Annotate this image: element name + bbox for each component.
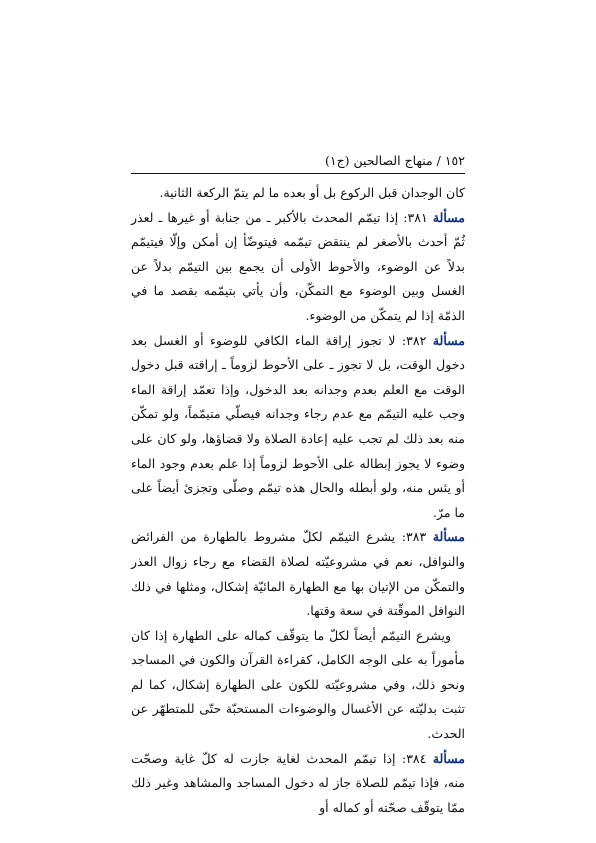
masala-heading: مسألة — [432, 750, 465, 766]
paragraph-text: ويشرع التيمّم أيضاً لكلّ ما يتوقّف كماله على الطهارة إذا كان مأموراً به على الوجه الكامل، كقراءة القرآن والكون في المساجد ونحو ذلك، وفي مشروعيّته للكون على الطهارة إشكال، كما لم تثبت بدليّته عن الأغسال والوضوءات المستحبّة حتّى للمتطهّر عن الحدث. — [131, 627, 465, 742]
paragraph-text: يشرع التيمّم لكلّ مشروط بالطهارة من الفرائض والنوافل، نعم في مشروعيّته لصلاة القضاء مع رجاء زوال العذر والتمكّن من الإتيان بها مع الطهارة المائيّة إشكال، ومثلها في ذلك النوافل الموقّتة في سعة وقتها. — [131, 529, 465, 619]
masala-number: ٣٨٢: — [401, 332, 427, 348]
masala-paragraph — [131, 747, 465, 821]
masala-paragraph — [131, 525, 465, 623]
paragraph-text: لا تجوز إراقة الماء الكافي للوضوء أو الغسل بعد دخول الوقت، بل لا تجوز ـ على الأحوط لزوماً ـ إراقته قبل دخول الوقت مع العلم بعدم وجدانه بعد الدخول، وإذا تعمّد إراقة الماء وجب عليه التيمّم مع عدم رجاء وجدانه فيصلّي متيمّماً، ولو تمكّن منه بعد ذلك لم تجب عليه إعادة الصلاة ولا قضاؤها، ولو كان على وضوء لا يجوز إبطاله على الأحوط لزوماً إذا علم بعدم وجود الماء أو يئس منه، ولو أبطله والحال هذه تيمّم وصلّى وتجزئ أيضاً على ما مرّ. — [131, 332, 465, 520]
header-rule — [131, 173, 465, 174]
paragraph-text: إذا تيمّم المحدث لغاية جازت له كلّ غاية وصحّت منه، فإذا تيمّم للصلاة جاز له دخول المساجد والمشاهد وغير ذلك ممّا يتوقّف صحّته أو كماله أو — [131, 750, 465, 815]
masala-heading: مسألة — [432, 332, 465, 348]
paragraph — [131, 181, 465, 206]
paragraph-text: كان الوجدان قبل الركوع بل أو بعده ما لم يتمّ الركعة الثانية. — [159, 185, 465, 200]
masala-number: ٣٨١: — [403, 209, 428, 225]
running-header: ١٥٢ / منهاج الصالحين (ج١) — [324, 153, 465, 168]
page-body — [131, 181, 465, 820]
masala-number: ٣٨٣: — [401, 529, 427, 545]
masala-paragraph — [131, 206, 465, 329]
masala-number: ٣٨٤: — [401, 750, 427, 766]
masala-paragraph — [131, 329, 465, 526]
paragraph-text: إذا تيمّم المحدث بالأكبر ـ من جنابة أو غيرها ـ لعذر ثُمّ أحدث بالأصغر لم ينتقض تيمّمه فيتوضّأ إن أمكن وإلّا فيتيمّم بدلاً عن الوضوء، والأحوط الأولى أن يجمع بين التيمّم بدلاً عن الغسل وبين الوضوء مع التمكّن، وأن يأتي بتيمّمه بقصد ما في الذمّة إذا لم يتمكّن من الوضوء. — [131, 209, 465, 323]
masala-heading: مسألة — [432, 529, 465, 545]
paragraph — [131, 624, 465, 747]
masala-heading: مسألة — [432, 209, 465, 225]
